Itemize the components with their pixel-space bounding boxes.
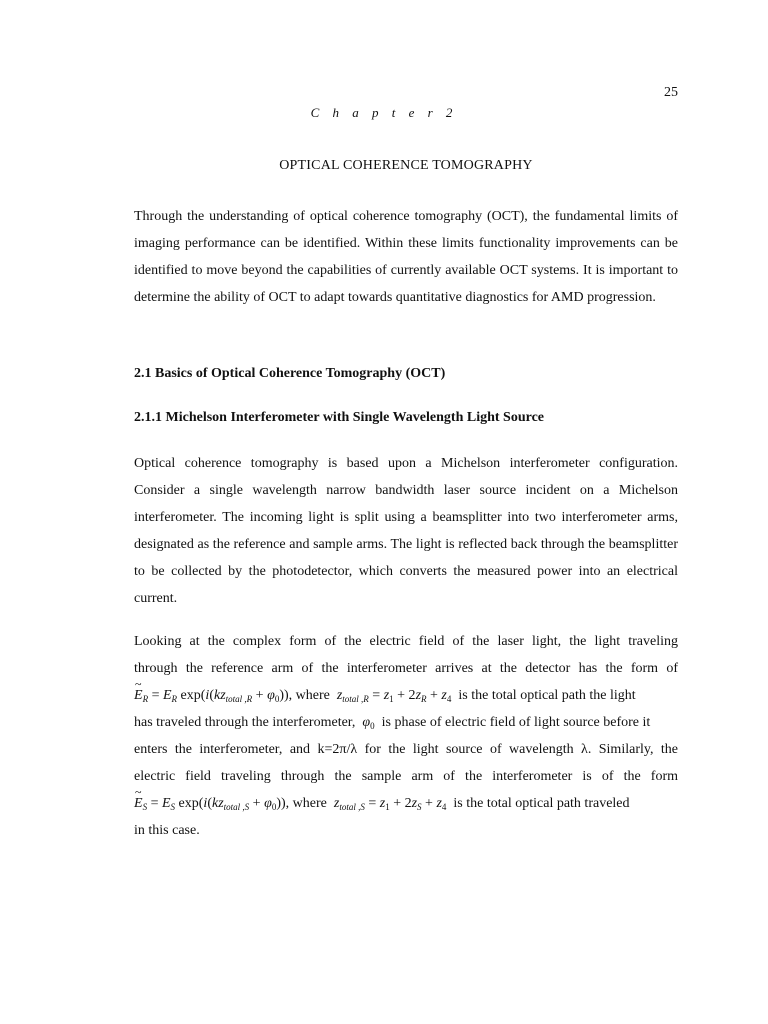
- equation-sample-path: $z_{total ,S} = z_1 + 2z_S + z_4$: [333, 796, 447, 812]
- equation-reference-field: ~ $E_R = E_R$ $\exp(i(kz_{total ,R} + \varphi_0))$: [134, 688, 289, 703]
- p3-line-3: [134, 682, 678, 709]
- p3-line-8: in this case.: [134, 823, 200, 838]
- p3-line-6: electric field traveling through the sample arm of the interferometer is of the form: [134, 769, 678, 784]
- equation-phase: $\varphi_0$: [362, 715, 375, 731]
- paragraph-electric-field: [134, 628, 678, 844]
- p3-where-1: , where: [288, 688, 330, 703]
- p3-line-5: enters the interferometer, and k=2π/λ for the light source of wavelength λ. Similarly, the: [134, 742, 678, 757]
- p3-line-3-end: is the total optical path the light: [458, 688, 636, 703]
- page-number: 25: [664, 85, 678, 100]
- p3-line-7-end: is the total optical path traveled: [453, 796, 630, 811]
- p3-line-7: [134, 790, 678, 817]
- p3-line-1: Looking at the complex form of the electric field of the laser light, the light traveling: [134, 634, 678, 649]
- p3-where-2: , where: [285, 796, 327, 811]
- p3-line-2: through the reference arm of the interferometer arrives at the detector has the form of: [134, 661, 678, 676]
- paragraph-michelson: Optical coherence tomography is based upon a Michelson interferometer configuration. Consider a single wavelength narrow bandwidth laser source incident on a Michelson interferometer. The incoming light is split using a beamsplitter into two interferometer arms, designated as the reference and sample arms. The light is reflected back through the beamsplitter to be collected by the photodetector, which converts the measured power into an electrical current.: [134, 456, 678, 606]
- section-heading: 2.1 Basics of Optical Coherence Tomography (OCT): [134, 366, 446, 381]
- p3-line-4: has traveled through the interferometer, $\varphi_0$ is phase of electric field of light source before it: [134, 715, 651, 731]
- equation-sample-field: ~ $E_S = E_S$ $\exp(i(kz_{total ,S} + \varphi_0))$: [134, 796, 286, 811]
- chapter-label: C h a p t e r 2: [310, 105, 458, 120]
- intro-paragraph: Through the understanding of optical coherence tomography (OCT), the fundamental limits of imaging performance can be identified. Within these limits functionality improvements can be identified to move beyond the capabilities of currently available OCT systems. It is important to determine the ability of OCT to adapt towards quantitative diagnostics for AMD progression.: [134, 209, 678, 305]
- equation-reference-path: $z_{total ,R} = z_1 + 2z_R + z_4$: [336, 688, 452, 704]
- subsection-heading: 2.1.1 Michelson Interferometer with Single Wavelength Light Source: [134, 410, 544, 425]
- chapter-title: OPTICAL COHERENCE TOMOGRAPHY: [279, 158, 533, 173]
